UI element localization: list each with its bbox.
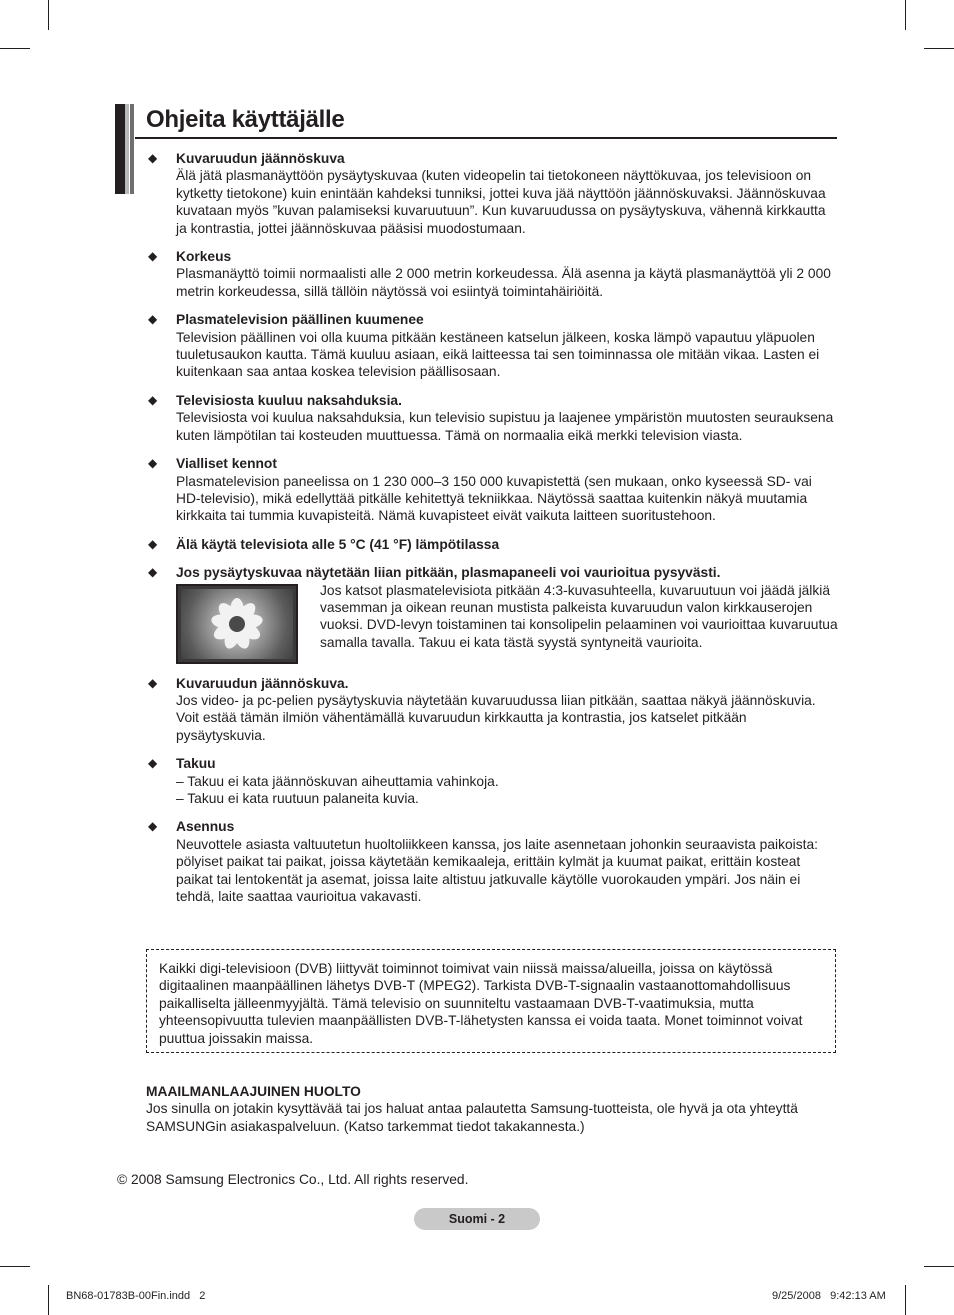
page-number-badge: Suomi - 2 [414,1208,540,1230]
warranty-line: – Takuu ei kata jäännöskuvan aiheuttamia vahinkoja. [176,773,499,789]
notice-text: Kaikki digi-televisioon (DVB) liittyvät toiminnot toimivat vain niissä maissa/alueilla, joissa on käytössä digitaalinen maanpäällinen lähetys DVB-T (MPEG2). Tarkista DVB-T-signaalin vastaanottomahdollisuus paikalliselta jälleenmyyjältä. Tämä televisio on suunniteltu vastaamaan DVB-T-vaatimuksia, mutta yhteensopivuutta tulevien maanpäällisten DVB-T-lähetysten kanssa ei voida taata. Monet toiminnot voivat puuttua joissakin maissa. [159,961,803,1046]
flower-tv-icon [176,584,298,664]
diamond-icon: ◆ [148,456,158,471]
item-text: Televisiosta voi kuulua naksahduksia, kun televisio supistuu ja laajenee ympäristön muutosten seurauksena kuten lämpötilan tai kosteuden muuttuessa. Tämä on normaalia eikä merkki television viasta. [176,410,834,443]
instructions-list [146,150,838,916]
item-text: Neuvottele asiasta valtuutetun huoltoliikkeen kanssa, jos laite asennetaan johonkin seuraavista paikoista: pölyiset paikat tai paikat, joissa käytetään kemikaaleja, erittäin kylmät ja kuumat paikat, erittäin kosteat paikat tai lentokentät ja asemat, joissa laite altistuu jatkuvalle käytölle vuorokauden ympäri. Jos näin ei tehdä, laite saattaa vaurioitua vakavasti. [176,836,818,904]
list-item [146,392,838,444]
item-title: Kuvaruudun jäännöskuva. [176,675,349,691]
list-item [146,455,838,525]
item-text: Älä jätä plasmanäyttöön pysäytyskuvaa (kuten videopelin tai tietokoneen näyttökuvaa, jos televisioon on kytketty tietokone) kuin enintään kahdeksi tunniksi, jottei kuva jää näyttöön jäännöskuvaksi. Jäännöskuvaa kuvataan myös ”kuvan palamiseksi kuvaruutuun”. Kun kuvaruudussa on pysäytyskuva, vähennä kirkkautta ja kontrastia, jottei jäännöskuvaa pääsisi muodostumaan. [176,168,826,236]
item-text: Jos katsot plasmatelevisiota pitkään 4:3-kuvasuhteella, kuvaruutuun voi jäädä jälkiä vasemman ja oikean reunan mustista palkeista kuvaruudun valon kirkkauserojen vuoksi. DVD-levyn toistaminen tai konsolipelin pelaaminen voi vaurioittaa kuvaruutua samalla tavalla. Takuu ei kata tästä syystä syntyneitä vaurioita. [320,582,838,650]
item-title: Plasmatelevision päällinen kuumenee [176,312,424,328]
diamond-icon: ◆ [148,151,158,165]
item-title: Älä käytä televisiota alle 5 °C (41 °F) lämpötilassa [176,536,500,552]
item-title: Korkeus [176,249,232,265]
worldwide-service [146,1083,838,1135]
list-item [146,818,838,905]
page-title: Ohjeita käyttäjälle [146,106,345,133]
list-item [146,564,838,663]
copyright-notice: © 2008 Samsung Electronics Co., Ltd. All rights reserved. [117,1172,469,1187]
crop-mark [48,1285,49,1315]
list-item [146,248,838,300]
list-item [146,150,838,237]
diamond-icon: ◆ [148,312,158,327]
item-text: Plasmanäyttö toimii normaalisti alle 2 000 metrin korkeudessa. Älä asenna ja käytä plasmanäyttöä yli 2 000 metrin korkeudessa, sillä tällöin näytössä voi esiintyä toimintahäiriöitä. [176,266,831,299]
item-title: Takuu [176,756,216,772]
list-item [146,536,838,553]
diamond-icon: ◆ [148,536,158,551]
item-title: Jos pysäytyskuvaa näytetään liian pitkään, plasmapaneeli voi vaurioitua pysyvästi. [176,565,721,581]
crop-mark [905,0,906,30]
crop-mark [924,48,954,49]
crop-mark [924,1266,954,1267]
dvb-notice-box [146,949,836,1053]
item-title: Televisiosta kuuluu naksahduksia. [176,392,402,408]
item-text: Plasmatelevision paneelissa on 1 230 000–3 150 000 kuvapistettä (sen mukaan, onko kyseessä SD- vai HD-televisio), mikä edellyttää pitkälle kehitettyä tekniikkaa. Näytössä saattaa kuitenkin näkyä muutamia kirkkaita tai tummia kuvapisteitä. Nämä kuvapisteet eivät vaikuta laitteen suoritustehoon. [176,473,812,524]
service-text: Jos sinulla on jotakin kysyttävää tai jos haluat antaa palautetta Samsung-tuotteista, ole hyvä ja ota yhteyttä SAMSUNGin asiakaspalveluun. (Katso tarkemmat tiedot takakannesta.) [146,1101,798,1134]
item-text: Jos video- ja pc-pelien pysäytyskuvia näytetään kuvaruudussa liian pitkään, saattaa näkyä jäännöskuvia. Voit estää tämän ilmiön vähentämällä kuvaruudun kirkkautta ja kontrastia, jos katselet pitkään pysäytyskuvia. [176,692,816,743]
crop-mark [0,48,30,49]
crop-mark [0,1266,30,1267]
list-item [146,311,838,381]
item-text: Television päällinen voi olla kuuma pitkään kestäneen katselun jälkeen, koska lämpö vapautuu yläpuolen tuuletusaukon kautta. Tämä kuuluu asiaan, eikä laitteessa tai sen toiminnassa ole mitään vikaa. Lasten ei kuitenkaan saa antaa koskea television päällisosaan. [176,329,820,380]
list-item [146,755,838,807]
print-timestamp: 9/25/2008 9:42:13 AM [772,1290,886,1302]
title-rule [135,137,837,139]
item-title: Asennus [176,819,235,835]
list-item [146,675,838,745]
diamond-icon: ◆ [148,565,158,580]
service-title: MAAILMANLAAJUINEN HUOLTO [146,1084,361,1099]
diamond-icon: ◆ [148,249,158,264]
title-accent-bar [115,104,135,194]
crop-mark [905,1285,906,1315]
crop-mark [48,0,49,30]
diamond-icon: ◆ [148,756,158,771]
file-name: BN68-01783B-00Fin.indd 2 [66,1290,206,1302]
item-title: Kuvaruudun jäännöskuva [176,151,345,166]
warranty-line: – Takuu ei kata ruutuun palaneita kuvia. [176,790,419,806]
diamond-icon: ◆ [148,675,158,690]
diamond-icon: ◆ [148,819,158,834]
diamond-icon: ◆ [148,392,158,407]
item-title: Vialliset kennot [176,456,277,472]
